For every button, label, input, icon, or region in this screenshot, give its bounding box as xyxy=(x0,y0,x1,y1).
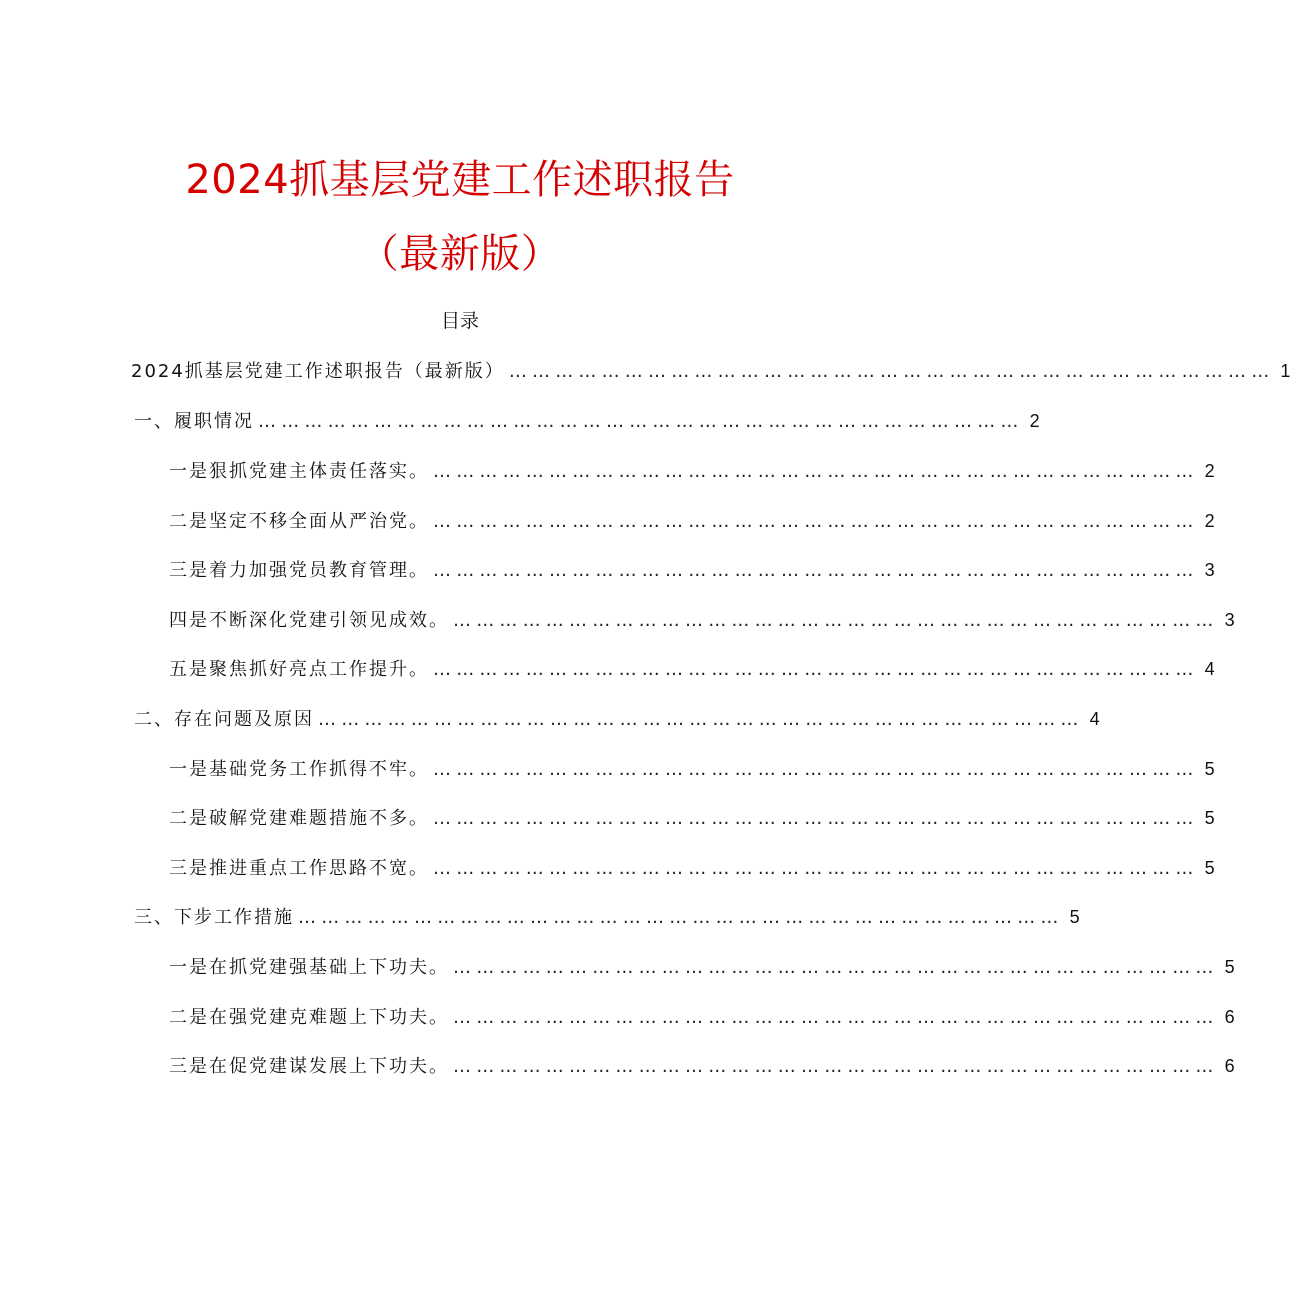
toc-dot-leader: ……………………………………………………………………………………… xyxy=(433,511,1199,532)
toc-entry-title: 三是推进重点工作思路不宽。 xyxy=(169,858,429,879)
toc-page-number: 5 xyxy=(1204,759,1215,779)
toc-entry-title: 四是不断深化党建引领见成效。 xyxy=(169,610,449,631)
toc-dot-leader: ……………………………………………………………………………………… xyxy=(508,361,1275,382)
toc-page-number: 6 xyxy=(1224,1007,1235,1027)
toc-entry[interactable] xyxy=(169,1003,1235,1031)
toc-dot-leader: ……………………………………………………………………………………… xyxy=(453,1056,1219,1077)
toc-entry[interactable] xyxy=(169,804,1215,832)
toc-page-number: 5 xyxy=(1204,808,1215,828)
toc-dot-leader: ……………………………………………………………………………………… xyxy=(298,907,1064,928)
toc-entry[interactable] xyxy=(169,1052,1235,1080)
toc-entry-title: 一是基础党务工作抓得不牢。 xyxy=(169,759,429,780)
toc-dot-leader: ……………………………………………………………………………………… xyxy=(453,610,1219,631)
toc-entry[interactable] xyxy=(169,507,1215,535)
toc-entry[interactable] xyxy=(169,854,1215,882)
toc-dot-leader: ……………………………………………………………………………………… xyxy=(433,560,1199,581)
toc-entry-title: 一是狠抓党建主体责任落实。 xyxy=(169,461,429,482)
toc-dot-leader: ……………………………………………………………………………………… xyxy=(258,411,1024,432)
toc-entry-title: 三、下步工作措施 xyxy=(134,907,294,928)
toc-entry[interactable] xyxy=(169,655,1215,683)
toc-entry-title: 三是着力加强党员教育管理。 xyxy=(169,560,429,581)
toc-page-number: 4 xyxy=(1089,709,1100,729)
toc-entry[interactable] xyxy=(169,457,1215,485)
toc-entry-title: 五是聚焦抓好亮点工作提升。 xyxy=(169,659,429,680)
toc-entry-title: 2024抓基层党建工作述职报告（最新版） xyxy=(131,361,505,382)
toc-entry-title: 三是在促党建谋发展上下功夫。 xyxy=(169,1056,449,1077)
toc-dot-leader: ……………………………………………………………………………………… xyxy=(433,858,1199,879)
toc-entry[interactable] xyxy=(169,606,1235,634)
toc-dot-leader: ……………………………………………………………………………………… xyxy=(433,759,1199,780)
toc-entry-title: 二是在强党建克难题上下功夫。 xyxy=(169,1007,449,1028)
toc-page-number: 1 xyxy=(1280,361,1290,381)
document-title-line-1: 2024抓基层党建工作述职报告 xyxy=(185,157,735,203)
toc-entry-title: 二是破解党建难题措施不多。 xyxy=(169,808,429,829)
toc-entry[interactable] xyxy=(131,357,1290,385)
toc-page-number: 2 xyxy=(1204,511,1215,531)
toc-entry[interactable] xyxy=(134,903,1080,931)
toc-page-number: 2 xyxy=(1204,461,1215,481)
toc-page-number: 5 xyxy=(1204,858,1215,878)
toc-page-number: 3 xyxy=(1224,610,1235,630)
document-title-line-2: （最新版） xyxy=(358,231,562,277)
toc-dot-leader: ……………………………………………………………………………………… xyxy=(433,461,1199,482)
toc-page-number: 6 xyxy=(1224,1056,1235,1076)
toc-dot-leader: ……………………………………………………………………………………… xyxy=(453,1007,1219,1028)
toc-page-number: 4 xyxy=(1204,659,1215,679)
toc-page-number: 3 xyxy=(1204,560,1215,580)
toc-entry[interactable] xyxy=(134,705,1100,733)
toc-page-number: 5 xyxy=(1069,907,1080,927)
toc-dot-leader: ……………………………………………………………………………………… xyxy=(433,659,1199,680)
toc-page-number: 5 xyxy=(1224,957,1235,977)
toc-dot-leader: ……………………………………………………………………………………… xyxy=(453,957,1219,978)
toc-page-number: 2 xyxy=(1029,411,1040,431)
toc-entry[interactable] xyxy=(169,556,1215,584)
toc-dot-leader: ……………………………………………………………………………………… xyxy=(433,808,1199,829)
toc-entry-title: 一是在抓党建强基础上下功夫。 xyxy=(169,957,449,978)
toc-entry[interactable] xyxy=(169,755,1215,783)
toc-entry-title: 二、存在问题及原因 xyxy=(134,709,314,730)
toc-heading: 目录 xyxy=(440,310,479,332)
toc-entry[interactable] xyxy=(169,953,1235,981)
toc-dot-leader: ……………………………………………………………………………………… xyxy=(318,709,1084,730)
toc-entry[interactable] xyxy=(134,407,1040,435)
toc-entry-title: 一、履职情况 xyxy=(134,411,254,432)
toc-entry-title: 二是坚定不移全面从严治党。 xyxy=(169,511,429,532)
